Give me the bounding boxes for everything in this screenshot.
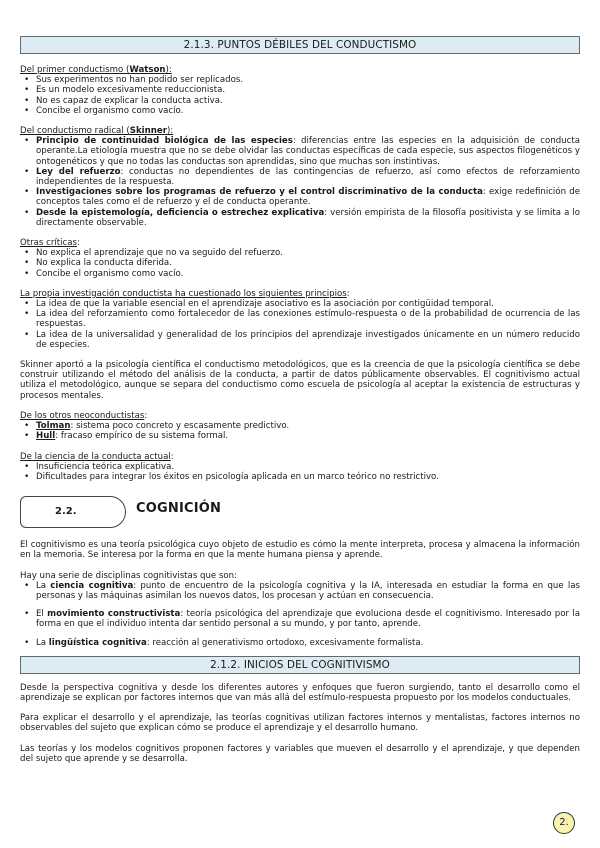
list-item: • Es un modelo excesivamente reduccionista. — [20, 85, 580, 95]
list-item: • Principio de continuidad biológica de las especies: diferencias entre las especies en la adquisición de conducta operante.La etiología muestra que no se debe olvidar las conductas específicas de cada especie, sus aspectos filogenéticos y ontogenéticos y que no todas las conductas son aprendidas, sino que muchas son instintivas. — [20, 136, 580, 167]
document-page — [20, 36, 580, 764]
watson-block — [20, 65, 580, 116]
list-item: • Concibe el organismo como vacío. — [20, 269, 580, 279]
skinner-paragraph: Skinner aportó a la psicología científica el conductismo metodológicos, que es la creencia de que la psicología científica se debe construir utilizando el método del análisis de la conducta, a partir de datos públicamente observables. El cognitivismo actual utiliza el metodológico, aunque se separa del conductismo como escuela de psicología al aceptar la existencia de estructuras y procesos mentales. — [20, 360, 580, 401]
page-number-badge: 2. — [553, 812, 575, 834]
ciencia-conducta-block — [20, 452, 580, 483]
list-item: • Investigaciones sobre los programas de refuerzo y el control discriminativo de la conducta: exige redefinición de conceptos tales como el de refuerzo y el de conducta operante. — [20, 187, 580, 207]
skinner-block — [20, 126, 580, 228]
list-item: • Ley del refuerzo: conductas no dependientes de las contingencias de refuerzo, así como efectos de reforzamiento independientes de la respuesta. — [20, 167, 580, 187]
propia-investigacion-block — [20, 289, 580, 350]
list-item: • Insuficiencia teórica explicativa. — [20, 462, 580, 472]
inicios-paragraph: Las teorías y los modelos cognitivos proponen factores y variables que mueven el desarrollo y el aprendizaje, y que dependen del sujeto que aprende y se desarrolla. — [20, 743, 580, 764]
disciplinas-intro: Hay una serie de disciplinas cognitivistas que son: — [20, 570, 238, 581]
list-item: • Tolman: sistema poco concreto y escasamente predictivo. — [20, 421, 580, 431]
cognicion-intro: El cognitivismo es una teoría psicológica cuyo objeto de estudio es cómo la mente interpreta, procesa y almacena la información en la memoria. Se interesa por la forma en que la mente humana piensa y aprende. — [20, 540, 580, 561]
list-item: • La idea de que la variable esencial en el aprendizaje asociativo es la asociación por contigüidad temporal. — [20, 299, 580, 309]
inicios-paragraph: Para explicar el desarrollo y el aprendizaje, las teorías cognitivas utilizan factores internos y mentalistas, factores internos no observables del sujeto que explican cómo se produce el aprendizaje y el desarrollo humano. — [20, 713, 580, 734]
otras-criticas-list — [20, 248, 580, 279]
list-item: • Concibe el organismo como vacío. — [20, 106, 580, 116]
list-item: • La ciencia cognitiva: punto de encuentro de la psicología cognitiva y la IA, interesada en estudiar la forma en que las personas y las máquinas asimilan los nuevos datos, los procesan y actúan en consecuencia. — [20, 581, 580, 601]
list-item: • Hull: fracaso empírico de su sistema formal. — [20, 431, 580, 441]
list-item: • La idea del reforzamiento como fortalecedor de las conexiones estímulo-respuesta o de la probabilidad de ocurrencia de las respuestas. — [20, 309, 580, 329]
list-item: • El movimiento constructivista: teoría psicológica del aprendizaje que evoluciona desde el cognitivismo. Interesado por la forma en que el individuo intenta dar sentido personal a su mundo, y por tanto, aprende. — [20, 609, 580, 629]
propia-investigacion-intro: La propia investigación conductista ha cuestionado los siguientes principios: — [20, 288, 350, 299]
watson-intro: Del primer conductismo (Watson): — [20, 65, 172, 75]
list-item: • Dificultades para integrar los éxitos en psicología aplicada en un marco teórico no restrictivo. — [20, 472, 580, 482]
propia-investigacion-list — [20, 299, 580, 350]
neoconductistas-block — [20, 411, 580, 442]
chapter-heading — [20, 496, 580, 530]
watson-list — [20, 75, 580, 116]
list-item: • La idea de la universalidad y generalidad de los principios del aprendizaje investigados únicamente en un número reducido de especies. — [20, 330, 580, 350]
chapter-title: COGNICIÓN — [136, 501, 222, 517]
ciencia-conducta-intro: De la ciencia de la conducta actual: — [20, 451, 174, 462]
section-heading-puntos-debiles: 2.1.3. PUNTOS DÉBILES DEL CONDUCTISMO — [20, 36, 580, 54]
section-heading-inicios-cognitivismo: 2.1.2. INICIOS DEL COGNITIVISMO — [20, 656, 580, 674]
chapter-tab — [20, 496, 126, 528]
otras-criticas-block — [20, 238, 580, 279]
list-item: • No es capaz de explicar la conducta activa. — [20, 96, 580, 106]
ciencia-conducta-list — [20, 462, 580, 482]
list-item: • Desde la epistemología, deficiencia o estrechez explicativa: versión empirista de la filosofía positivista y se limita a lo directamente observable. — [20, 208, 580, 228]
list-item: • Sus experimentos no han podido ser replicados. — [20, 75, 580, 85]
neoconductistas-intro: De los otros neoconductistas: — [20, 410, 148, 421]
list-item: • No explica el aprendizaje que no va seguido del refuerzo. — [20, 248, 580, 258]
neoconductistas-list — [20, 421, 580, 441]
inicios-paragraph: Desde la perspectiva cognitiva y desde los diferentes autores y enfoques que fueron surgiendo, tanto el desarrollo como el aprendizaje se explican por factores internos que van más allá del estímulo-respuesta propuesto por los modelos conductuales. — [20, 682, 580, 703]
disciplinas-block — [20, 571, 580, 648]
skinner-list — [20, 136, 580, 228]
skinner-intro: Del conductismo radical (Skinner): — [20, 126, 174, 137]
list-item: • No explica la conducta diferida. — [20, 258, 580, 268]
disciplinas-list — [20, 581, 580, 648]
chapter-number: 2.2. — [55, 506, 77, 518]
list-item: • La lingüística cognitiva: reacción al generativismo ortodoxo, excesivamente formalista. — [20, 638, 580, 648]
otras-criticas-intro: Otras críticas: — [20, 238, 80, 249]
